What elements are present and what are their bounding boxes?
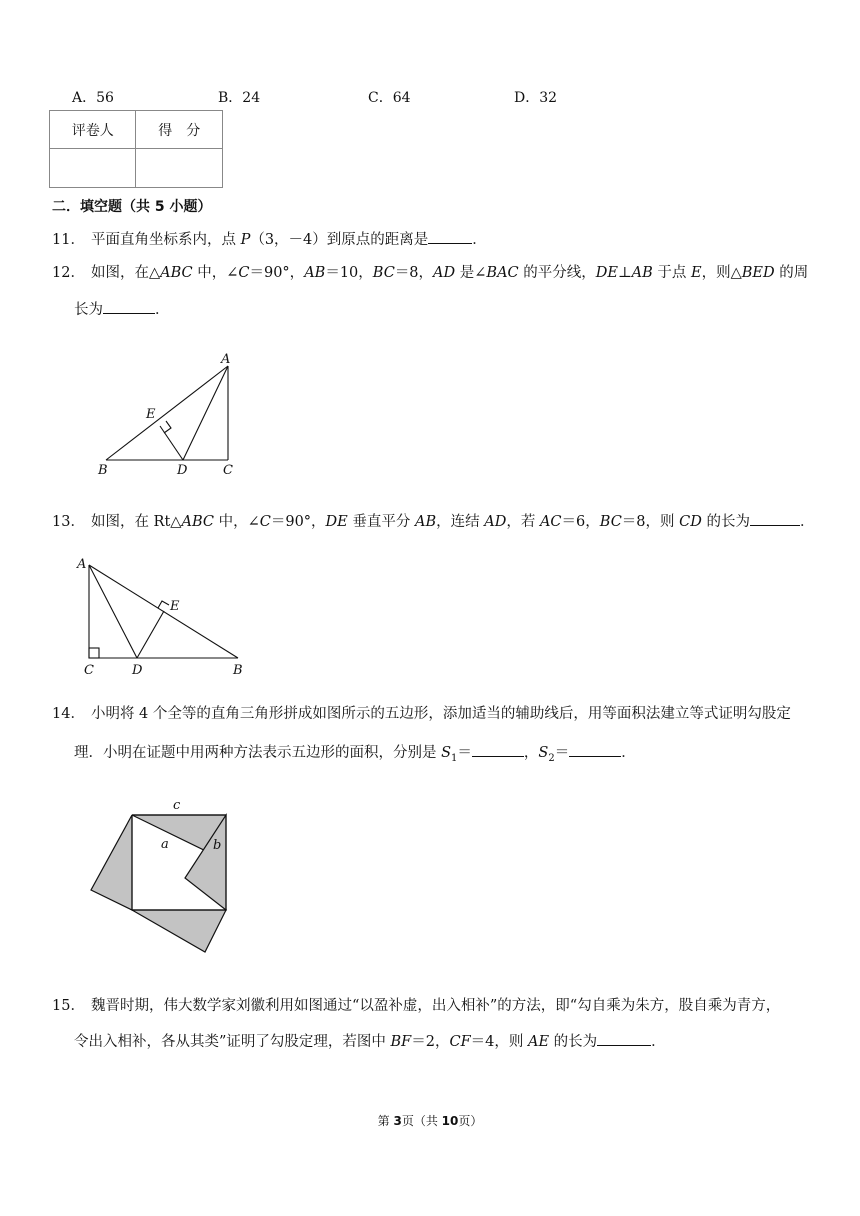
label-D: D	[132, 663, 143, 678]
question-13: 13． 如图，在 Rt△ABC 中，∠C＝90°，DE 垂直平分 AB，连结 AD，若 AC＝6，BC＝8，则 CD 的长为 ．	[52, 511, 814, 532]
label-c: c	[173, 798, 181, 813]
label-D: D	[177, 463, 188, 478]
option-b: B．24	[218, 90, 261, 106]
question-14-cont: 理．小明在证题中用两种方法表示五边形的面积，分别是 $S_1=$ ，$S_2=$ ．	[74, 741, 636, 764]
option-a: A．56	[72, 90, 114, 106]
option-c: C．64	[368, 90, 411, 106]
answer-blank-15[interactable]	[597, 1031, 651, 1046]
score-table	[49, 110, 223, 188]
figure-14	[85, 795, 245, 960]
option-d: D．32	[514, 90, 558, 106]
label-C: C	[223, 463, 233, 478]
question-12: 12． 如图，在△ABC 中，∠C＝90°，AB＝10，BC＝8，AD 是∠BAC 的平分线，DE⊥AB 于点 E，则△BED 的周	[52, 265, 809, 281]
grader-cell[interactable]	[50, 149, 136, 188]
label-B: B	[233, 663, 243, 678]
label-B: B	[98, 463, 108, 478]
answer-blank-12[interactable]	[103, 299, 155, 314]
score-cell[interactable]	[136, 149, 223, 188]
question-15-cont: 令出入相补，各从其类”证明了勾股定理，若图中 BF＝2，CF＝4，则 AE 的长为 ．	[74, 1030, 666, 1051]
label-a: a	[161, 837, 169, 852]
label-A: A	[77, 557, 87, 572]
label-C: C	[84, 663, 94, 678]
answer-blank-11[interactable]	[428, 229, 472, 244]
answer-blank-13[interactable]	[750, 511, 800, 526]
score-label: 得 分	[136, 111, 223, 149]
label-A: A	[221, 352, 231, 367]
label-E: E	[170, 599, 180, 614]
label-b: b	[213, 838, 222, 853]
section-title: 二．填空题（共 5 小题）	[52, 199, 212, 215]
answer-blank-14a[interactable]	[472, 742, 524, 757]
question-14: 14． 小明将 4 个全等的直角三角形拼成如图所示的五边形，添加适当的辅助线后，用等面积法建立等式证明勾股定	[52, 706, 791, 722]
figure-12	[90, 348, 250, 480]
answer-blank-14b[interactable]	[569, 742, 621, 757]
question-12-cont: 长为 ．	[74, 298, 170, 319]
question-15: 15． 魏晋时期，伟大数学家刘徽利用如图通过“以盈补虚，出入相补”的方法，即“勾自乘为朱方，股自乘为青方，	[52, 998, 781, 1014]
grader-label: 评卷人	[50, 111, 136, 149]
figure-13	[72, 553, 252, 681]
page-footer: 第 3页（共 10页）	[377, 1114, 483, 1128]
label-E: E	[146, 407, 156, 422]
question-11: 11． 平面直角坐标系内，点 P（3，－4）到原点的距离是 ．	[52, 229, 487, 250]
